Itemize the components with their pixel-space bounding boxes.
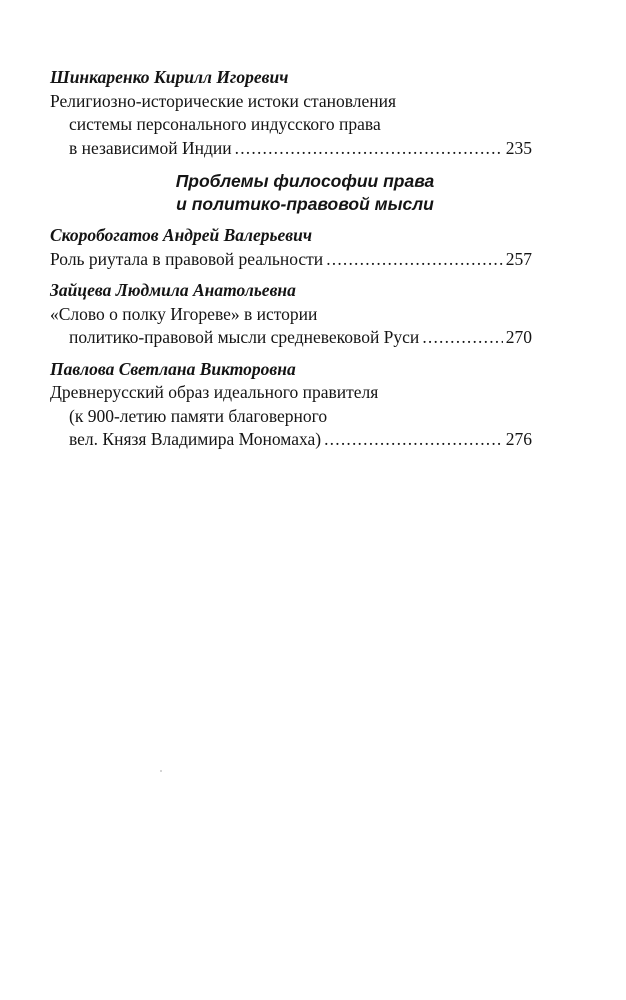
toc-title-text: вел. Князя Владимира Мономаха) [69,429,322,449]
toc-author: Павлова Светлана Викторовна [50,358,296,379]
toc-title-line: Религиозно-исторические истоки становления [50,90,397,111]
table-of-contents [50,66,532,452]
toc-title-last-line [50,248,532,272]
toc-title-last-line [50,428,532,452]
toc-entry [50,279,532,350]
toc-title-line: (к 900-летию памяти благоверного [69,405,328,426]
toc-entry [50,224,532,271]
section-heading-line: Проблемы философии права [175,171,435,191]
toc-title-text: политико-правовой мысли средневековой Руси [69,327,420,347]
dot-leader [235,137,503,161]
toc-page-number: 235 [505,137,532,158]
toc-author: Скоробогатов Андрей Валерьевич [50,225,313,245]
toc-page-number: 257 [505,248,532,269]
toc-title-last-line [50,326,532,350]
paper-speck [160,770,162,772]
section-heading-line: и политико-правовой мысли [176,194,434,214]
dot-leader [326,248,503,272]
toc-entry [50,66,532,160]
dot-leader [324,428,503,452]
dot-leader [422,326,502,350]
toc-author: Шинкаренко Кирилл Игоревич [50,67,289,87]
toc-title-last-line [50,137,532,161]
toc-title-text: Роль риутала в правовой реальности [50,248,324,269]
toc-entry [50,358,532,452]
toc-title-line: «Слово о полку Игореве» в истории [50,303,318,324]
toc-title-text: в независимой Индии [69,137,232,158]
toc-author: Зайцева Людмила Анатольевна [50,280,296,300]
section-heading [50,170,532,216]
toc-page-number: 270 [505,327,532,347]
toc-title-line: Древнерусский образ идеального правителя [50,382,379,402]
toc-page-number: 276 [505,429,532,449]
toc-title-line: системы персонального индусского права [69,114,381,134]
